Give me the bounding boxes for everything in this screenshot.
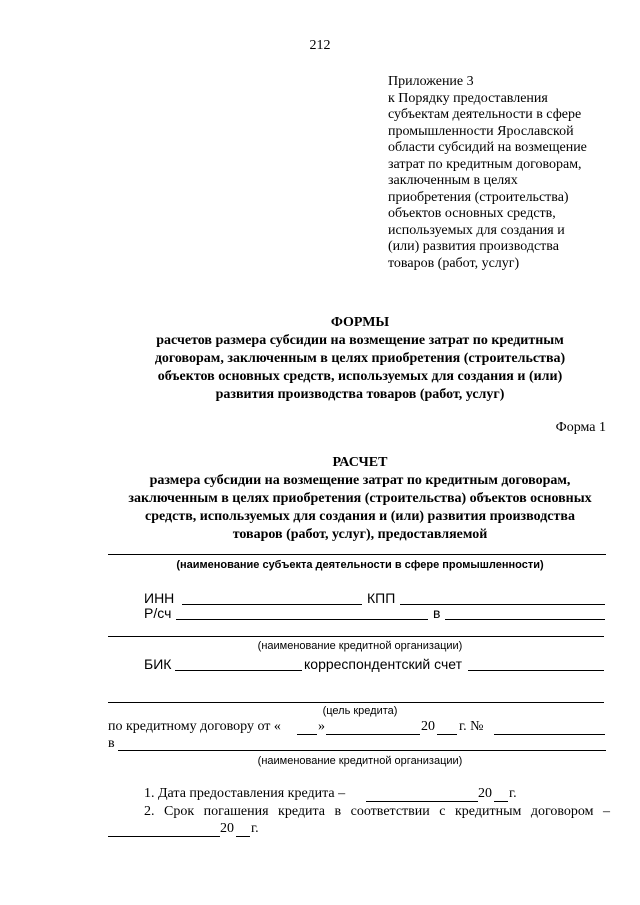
calc-heading bbox=[100, 454, 620, 544]
credit-org-line[interactable] bbox=[108, 636, 604, 637]
inn-label: ИНН bbox=[144, 590, 175, 606]
appendix-line: затрат по кредитным договорам, bbox=[388, 156, 582, 172]
kpp-field[interactable] bbox=[400, 604, 605, 605]
in-label: в bbox=[433, 605, 441, 621]
appendix-line: субъектам деятельности в сфере bbox=[388, 107, 582, 122]
item1-year: 20 bbox=[478, 786, 492, 801]
forms-heading bbox=[100, 314, 620, 404]
form-label: Форма 1 bbox=[555, 420, 606, 435]
contract-number-label: г. № bbox=[459, 719, 484, 734]
appendix-line: Приложение 3 bbox=[388, 74, 474, 89]
contract-quote-close: » bbox=[318, 719, 325, 734]
account-field[interactable] bbox=[176, 619, 428, 620]
contract-day-field[interactable] bbox=[297, 734, 317, 735]
inn-field[interactable] bbox=[182, 604, 362, 605]
forms-title: ФОРМЫ bbox=[330, 315, 390, 330]
forms-line: договорам, заключенным в целях приобретения (строительства) bbox=[154, 351, 566, 366]
credit-goal-caption: (цель кредита) bbox=[322, 705, 398, 717]
appendix-line: к Порядку предоставления bbox=[388, 90, 548, 106]
item1-text: 1. Дата предоставления кредита – bbox=[144, 786, 346, 801]
calc-line: средств, используемых для создания и (или) развития производства bbox=[145, 509, 575, 524]
item2-suffix: г. bbox=[251, 821, 259, 836]
item1-date-field[interactable] bbox=[366, 801, 478, 802]
appendix-line: приобретения (строительства) bbox=[388, 189, 569, 205]
appendix-line: объектов основных средств, bbox=[388, 206, 556, 221]
forms-line: расчетов размера субсидии на возмещение затрат по кредитным bbox=[156, 333, 564, 348]
corr-account-field[interactable] bbox=[468, 670, 604, 671]
entity-name-line[interactable] bbox=[108, 554, 606, 555]
appendix-note bbox=[388, 74, 618, 272]
calc-line: заключенным в целях приобретения (строительства) объектов основных bbox=[128, 491, 592, 506]
credit-org-field-2[interactable] bbox=[118, 750, 606, 751]
bik-field[interactable] bbox=[175, 670, 302, 671]
in-label-2: в bbox=[108, 736, 115, 751]
contract-year-prefix: 20 bbox=[421, 719, 435, 734]
credit-org-caption-2: (наименование кредитной организации) bbox=[257, 755, 463, 767]
item1-year-field[interactable] bbox=[494, 801, 508, 802]
calc-line: товаров (работ, услуг), предоставляемой bbox=[232, 527, 488, 542]
kpp-label: КПП bbox=[367, 590, 396, 606]
appendix-line: используемых для создания и bbox=[388, 222, 565, 238]
appendix-line: товаров (работ, услуг) bbox=[388, 255, 520, 271]
appendix-line: (или) развития производства bbox=[388, 239, 559, 254]
contract-prefix: по кредитному договору от « bbox=[108, 719, 281, 734]
forms-line: объектов основных средств, используемых для создания и (или) bbox=[157, 369, 563, 384]
page-number: 212 bbox=[309, 38, 331, 53]
contract-year-field[interactable] bbox=[437, 734, 457, 735]
calc-line: размера субсидии на возмещение затрат по кредитным договорам, bbox=[149, 473, 571, 488]
appendix-line: заключенным в целях bbox=[388, 173, 518, 188]
corr-account-label: корреспондентский счет bbox=[304, 656, 462, 672]
appendix-line: области субсидий на возмещение bbox=[388, 140, 587, 155]
calc-title: РАСЧЕТ bbox=[332, 455, 388, 470]
item2-year: 20 bbox=[220, 821, 234, 836]
item2-date-field[interactable] bbox=[108, 836, 220, 837]
account-label: Р/сч bbox=[144, 605, 172, 621]
account-bank-field[interactable] bbox=[445, 619, 605, 620]
credit-goal-line[interactable] bbox=[108, 702, 604, 703]
item2-year-field[interactable] bbox=[236, 836, 250, 837]
contract-number-field[interactable] bbox=[494, 734, 605, 735]
appendix-line: промышленности Ярославской bbox=[388, 123, 574, 139]
entity-caption: (наименование субъекта деятельности в сфере промышленности) bbox=[176, 559, 544, 571]
item2-text: 2. Срок погашения кредита в соответствии с кредитным договором – bbox=[144, 804, 610, 819]
credit-org-caption: (наименование кредитной организации) bbox=[257, 640, 463, 652]
bik-label: БИК bbox=[144, 656, 172, 672]
forms-line: развития производства товаров (работ, услуг) bbox=[215, 387, 505, 402]
contract-month-field[interactable] bbox=[326, 734, 420, 735]
item1-suffix: г. bbox=[509, 786, 517, 801]
